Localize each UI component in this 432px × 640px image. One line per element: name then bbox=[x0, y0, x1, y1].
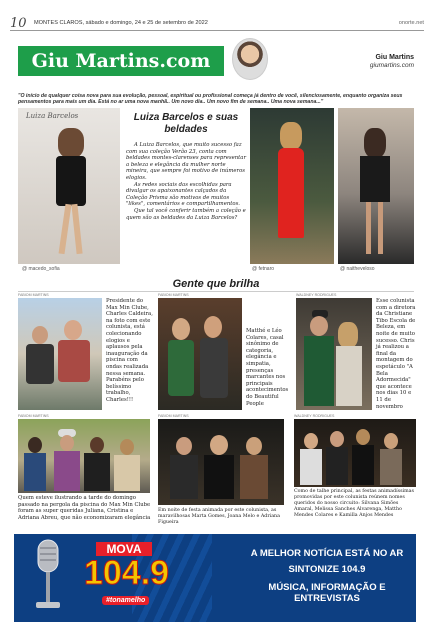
site-link[interactable]: onorte.net bbox=[398, 20, 424, 26]
caption-1: @ macedo_sofia bbox=[22, 266, 60, 272]
item-text-6: Como de talhe principal, as festas animadíssimas promovidas por este colunista reúnem nomes queridos do nosso circuito: Silvana Simões Amaral, Melissa Sanches Alvarenga, Mattho Mendes Colares e Kamilla Anjos Mendes bbox=[294, 489, 414, 518]
author-name: Giu Martins bbox=[375, 54, 414, 61]
hashtag: #tonamelho bbox=[102, 596, 149, 605]
photo-2 bbox=[158, 298, 242, 410]
feature-photo-2 bbox=[250, 108, 334, 264]
photo-credit-1: FABIOM MARTINS bbox=[18, 293, 49, 297]
item-text-5: Em noite de festa animada por este colunista, as maravilhosas Marta Gomes, Joana Melo e Adriana Figueira bbox=[158, 508, 280, 525]
feature-photo-3 bbox=[338, 108, 414, 264]
page-header bbox=[10, 17, 424, 31]
column-banner bbox=[18, 46, 224, 76]
photo-credit-6: WALDNEY RODRIGUES bbox=[294, 414, 335, 418]
dateline: MONTES CLAROS, sábado e domingo, 24 e 25 de setembro de 2022 bbox=[34, 20, 208, 26]
ad-line-2: SINTONIZE 104.9 bbox=[288, 564, 366, 575]
feature-title: Luiza Barcelos e suas beldades bbox=[133, 112, 239, 135]
photo-3 bbox=[296, 298, 372, 410]
brand-name: MOVA bbox=[96, 542, 152, 556]
feature-photo-1 bbox=[18, 108, 120, 264]
feature-paragraph-2: As redes sociais das escolhidas para divulgar os apaixonantes calçados da Coleção Prisma são motivos de muitos "likes", comentários e compartilhamentos. bbox=[126, 181, 240, 208]
photo-credit-2: FABIOM MARTINS bbox=[158, 293, 189, 297]
feature-paragraph-3: Que tal você conferir também a coleção e quem são as beldades da Luiza Barcelos? bbox=[126, 207, 246, 221]
frequency: 104.9 bbox=[84, 554, 170, 592]
radio-advertisement[interactable] bbox=[14, 534, 416, 622]
brand-logo-text: Luiza Barcelos bbox=[26, 112, 79, 120]
caption-2: @ fetnaro bbox=[252, 266, 275, 272]
item-text-3: Esse colunista com a diretora da Christiane Tibo Escola de Beleza, em noite de muito sucesso. Chris já realizou a final da montagem do espetáculo "A Bela Adormecida" que acontece nos dias 10 e 11 de novembro bbox=[376, 298, 416, 410]
section-title: Gente que brilha bbox=[172, 278, 260, 290]
ad-line-1: A MELHOR NOTÍCIA ESTÁ NO AR bbox=[250, 548, 404, 559]
page-number: 10 bbox=[10, 16, 27, 31]
item-text-2: Matthé e Léo Colares, casal sinônimo de categoria, elegância e simpatia, presenças marcantes nos principais acontecimentos do Beautiful People bbox=[246, 328, 289, 407]
photo-credit-3: WALDNEY RODRIGUES bbox=[296, 293, 337, 297]
microphone-icon bbox=[30, 538, 66, 618]
feature-paragraph-1: A Luiza Barcelos, que muito sucesso faz com sua coleção Verão 23, conta com beldades montes-clarenses para representar a beleza e elegância da mulher norte mineira, que sempre foi motivo de inúmeros elogios. bbox=[126, 142, 246, 181]
item-text-4: Quem esteve ilustrando a tarde do domingo passado na pergola da piscina do Max Min Clube foram as super queridas Juliana, Cristina e Adriana Abreu, que não economizaram elegância bbox=[18, 495, 151, 521]
photo-credit-4: FABIOM MARTINS bbox=[18, 414, 49, 418]
caption-3: @ naitheveloso bbox=[340, 266, 375, 272]
divider bbox=[18, 291, 414, 292]
column-quote: "O início de qualquer coisa nova para sua evolução, pessoal, espiritual ou profissional começa já dentro de você, silenciosamente, enquanto organiza seus pensamentos para mais um dia. Está no ar uma nova manhã.. Um novo dia.. Um novo fim de semana.. Uma nova semana..." bbox=[18, 93, 403, 106]
photo-5 bbox=[158, 419, 284, 505]
photo-1 bbox=[18, 298, 102, 410]
photo-4 bbox=[18, 419, 150, 493]
photo-credit-5: FABIOM MARTINS bbox=[158, 414, 189, 418]
photo-6 bbox=[294, 419, 416, 487]
author-block bbox=[370, 54, 414, 70]
feature-text bbox=[126, 142, 246, 221]
item-text-1: Presidente do Max Min Clube, Charles Caldeira, na foto com este colunista, está colecionando elogios e aplausos pela inauguração da piscina com ondas realizada nessa semana. Parabéns pelo belíssimo trabalho, Charles!!! bbox=[106, 298, 153, 403]
author-email[interactable]: giumartins.com bbox=[369, 62, 414, 69]
column-title: Giu Martins.com bbox=[31, 50, 211, 72]
author-avatar bbox=[232, 38, 268, 80]
ad-line-3: MÚSICA, INFORMAÇÃO E ENTREVISTAS bbox=[268, 582, 386, 604]
